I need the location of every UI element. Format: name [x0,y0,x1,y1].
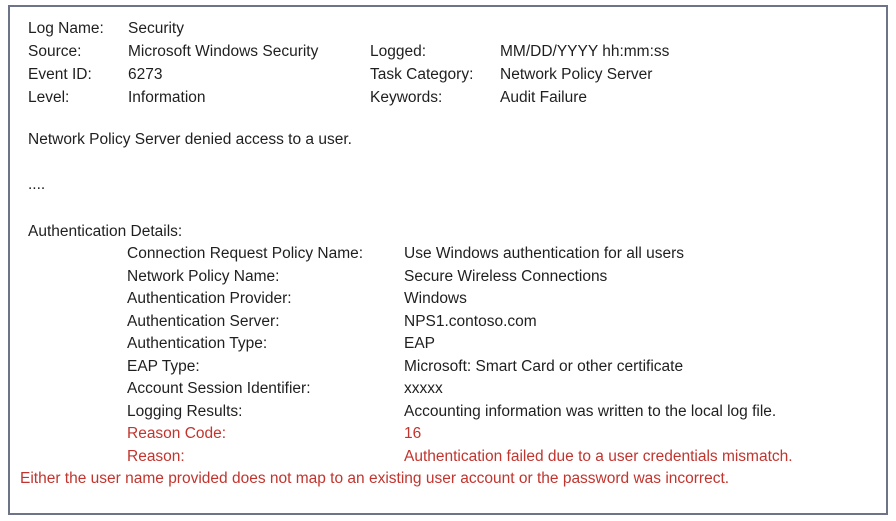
field-label-event-id: Event ID: [28,66,92,83]
field-value-blank [500,17,882,40]
detail-value: Windows [404,290,467,307]
detail-label: Account Session Identifier: [127,380,311,397]
event-description: Network Policy Server denied access to a user. [28,131,352,148]
detail-label: Logging Results: [127,402,243,420]
detail-label: Reason Code: [127,425,227,442]
detail-row-reason-code [127,423,882,446]
field-label-task-category: Task Category: [370,66,474,83]
event-log-box [8,5,888,515]
detail-label: Connection Request Policy Name: [127,245,364,262]
detail-value: NPS1.contoso.com [404,312,537,330]
reason-explanation-text: Either the user name provided does not map to an existing user account or the password was incorrect. [20,470,730,487]
field-label-level: Level: [28,89,70,106]
detail-label: Authentication Provider: [127,290,292,307]
detail-row-logging-results [127,401,882,424]
detail-label: Network Policy Name: [127,267,280,285]
field-value-logged: MM/DD/YYYY hh:mm:ss [500,43,670,60]
field-value-task-category: Network Policy Server [500,66,653,83]
field-value-source: Microsoft Windows Security [128,43,319,60]
field-label-logged: Logged: [370,43,427,60]
detail-label: Reason: [127,447,185,465]
detail-row-authentication-type [127,333,882,356]
detail-value: xxxxx [404,380,443,397]
detail-row-authentication-provider [127,288,882,311]
detail-value: 16 [404,425,422,442]
header-row-log-name [20,17,882,40]
detail-label: EAP Type: [127,357,200,375]
detail-row-reason [127,446,882,469]
detail-value: EAP [404,335,436,352]
detail-value: Secure Wireless Connections [404,267,608,285]
field-value-log-name: Security [128,20,184,37]
detail-row-authentication-server [127,311,882,334]
omitted-content-ellipsis: .... [28,176,46,193]
field-value-level: Information [128,89,206,106]
detail-row-network-policy-name [127,266,882,289]
detail-row-account-session-identifier [127,378,882,401]
detail-value: Accounting information was written to the local log file. [404,402,777,420]
detail-value: Use Windows authentication for all users [404,245,684,262]
field-label-source: Source: [28,43,82,60]
authentication-details-heading: Authentication Details: [28,223,183,240]
detail-label: Authentication Server: [127,312,280,330]
field-value-keywords: Audit Failure [500,89,588,106]
header-row-source-logged [20,40,882,63]
detail-value: Authentication failed due to a user credentials mismatch. [404,447,793,465]
detail-label: Authentication Type: [127,335,268,352]
field-label-keywords: Keywords: [370,89,443,106]
event-header [20,17,882,109]
field-value-event-id: 6273 [128,66,163,83]
header-row-level-keywords [20,86,882,109]
header-row-eventid-taskcategory [20,63,882,86]
detail-value: Microsoft: Smart Card or other certificate [404,357,684,375]
detail-row-connection-request-policy [127,243,882,266]
field-label-blank [370,17,500,40]
detail-row-eap-type [127,356,882,379]
authentication-details-list [20,243,882,468]
field-label-log-name: Log Name: [28,20,104,37]
